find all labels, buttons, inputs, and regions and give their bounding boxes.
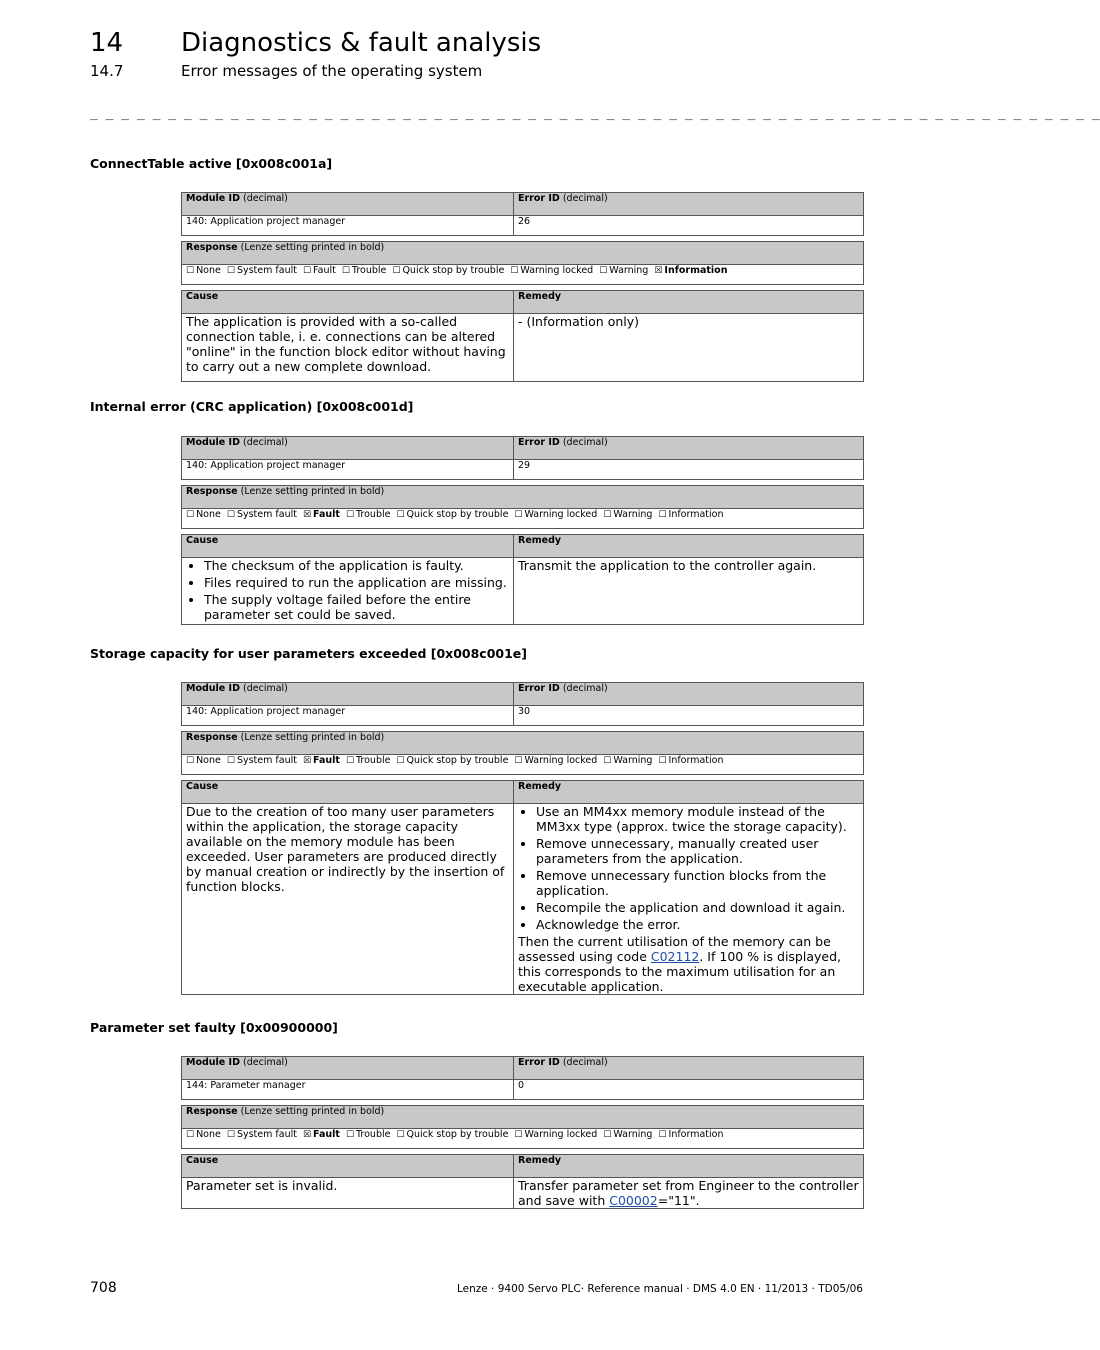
cause-remedy-table [181,534,864,625]
unchecked-box-icon: ☐ [345,510,355,520]
response-option-label: Warning locked [520,265,594,276]
checked-box-icon: ☒ [302,1130,312,1140]
unchecked-box-icon: ☐ [510,266,519,276]
response-header: Response (Lenze setting printed in bold) [182,732,864,755]
response-option-label: Warning locked [524,755,598,766]
page-number: 708 [90,1280,117,1296]
cause-remedy-table [181,290,864,382]
response-option-label: System fault [236,1129,297,1140]
error-id-value: 30 [514,706,864,726]
response-option [396,755,508,766]
error-id-header: Error ID (decimal) [514,1057,864,1080]
response-option [514,509,597,520]
unchecked-box-icon: ☐ [514,1130,523,1140]
response-option-label: Warning [609,265,649,276]
unchecked-box-icon: ☐ [345,756,355,766]
unchecked-box-icon: ☐ [226,510,235,520]
response-option [392,265,504,276]
response-option [303,755,340,766]
code-link-c00002[interactable]: C00002 [609,1193,658,1208]
checked-box-icon: ☒ [302,756,312,766]
entry-title: Parameter set faulty [0x00900000] [90,1020,338,1035]
response-option [603,1129,652,1140]
response-options [182,755,864,775]
response-option-label: None [196,755,221,766]
id-value-row [182,216,864,236]
response-options [182,265,864,285]
module-id-header: Module ID (decimal) [182,193,514,216]
unchecked-box-icon: ☐ [603,1130,612,1140]
response-option [654,265,727,276]
entry-title: Internal error (CRC application) [0x008c001d] [90,399,414,414]
unchecked-box-icon: ☐ [396,756,405,766]
response-option [346,1129,391,1140]
remedy-header: Remedy [514,535,864,558]
response-option-label: Warning locked [524,1129,598,1140]
cause-list-cell [182,558,514,625]
response-option [227,755,297,766]
response-option [186,755,221,766]
response-option [186,265,221,276]
unchecked-box-icon: ☐ [186,266,195,276]
response-option-label: System fault [236,265,297,276]
response-option-label: Quick stop by trouble [406,755,509,766]
response-option [396,1129,508,1140]
response-option-label: Information [668,755,724,766]
response-option-label: Information [664,265,728,276]
unchecked-box-icon: ☐ [603,756,612,766]
response-option-label: Trouble [356,1129,391,1140]
unchecked-box-icon: ☐ [226,266,235,276]
section-heading [90,62,482,80]
response-option [186,509,221,520]
cause-header: Cause [182,1155,514,1178]
module-value: 144: Parameter manager [182,1080,514,1100]
response-option [342,265,387,276]
error-id-value: 0 [514,1080,864,1100]
unchecked-box-icon: ☐ [186,1130,195,1140]
unchecked-box-icon: ☐ [341,266,350,276]
unchecked-box-icon: ☐ [302,266,312,276]
remedy-text: - (Information only) [514,314,864,382]
response-option [396,509,508,520]
response-option-label: Warning [613,755,653,766]
module-id-header: Module ID (decimal) [182,683,514,706]
checked-box-icon: ☒ [302,510,312,520]
remedy-header: Remedy [514,781,864,804]
response-option-label: Information [668,509,724,520]
response-option-label: Trouble [356,509,391,520]
code-link-c02112[interactable]: C02112 [650,949,700,964]
list-item: • Files required to run the application are missing. [204,575,509,590]
unchecked-box-icon: ☐ [514,756,523,766]
response-option-label: Fault [313,1129,340,1140]
cause-header: Cause [182,781,514,804]
error-entry-block [181,436,864,625]
response-options [182,1129,864,1149]
response-option-label: Information [668,1129,724,1140]
remedy-text: Transmit the application to the controller again. [514,558,864,625]
list-item: • Use an MM4xx memory module instead of the MM3xx type (approx. twice the storage capacity). [536,804,859,834]
response-option-label: System fault [236,509,297,520]
remedy-header: Remedy [514,291,864,314]
remedy-list [518,804,859,932]
list-item: • The supply voltage failed before the entire parameter set could be saved. [204,592,509,622]
error-entry-block [181,682,864,995]
remedy-cell [514,804,864,995]
module-id-header: Module ID (decimal) [182,1057,514,1080]
response-option [603,509,652,520]
module-value: 140: Application project manager [182,706,514,726]
unchecked-box-icon: ☐ [392,266,401,276]
response-option-label: Trouble [356,755,391,766]
unchecked-box-icon: ☐ [186,756,195,766]
response-header: Response (Lenze setting printed in bold) [182,486,864,509]
unchecked-box-icon: ☐ [396,1130,405,1140]
remedy-after-text: Then the current utilisation of the memory can be assessed using code C02112. If 100 % is displayed, this corresponds to the maximum utilisation for an executable application. [518,934,841,994]
separator-line: _ _ _ _ _ _ _ _ _ _ _ _ _ _ _ _ _ _ _ _ _ _ _ _ _ _ _ _ _ _ _ _ _ _ _ _ _ _ _ _ _ _ _ _ _ _ _ _ _ _ _ _ _ _ _ _ _ _ _ _ _ _ _ _ _ [90,106,1100,121]
unchecked-box-icon: ☐ [599,266,608,276]
list-item: • Acknowledge the error. [536,917,859,932]
unchecked-box-icon: ☐ [658,756,667,766]
response-option [227,509,297,520]
section-number: 14.7 [90,62,124,80]
response-option [186,1129,221,1140]
response-option [227,1129,297,1140]
response-option [658,509,723,520]
error-id-value: 26 [514,216,864,236]
unchecked-box-icon: ☐ [514,510,523,520]
module-value: 140: Application project manager [182,216,514,236]
response-option-label: Warning locked [524,509,598,520]
response-option [514,755,597,766]
response-option-label: Warning [613,509,653,520]
response-option-label: Trouble [351,265,387,276]
remedy-header: Remedy [514,1155,864,1178]
unchecked-box-icon: ☐ [658,510,667,520]
error-id-header: Error ID (decimal) [514,437,864,460]
remedy-cell: Transfer parameter set from Engineer to the controller and save with C00002="11". [514,1178,864,1209]
response-option-label: Warning [613,1129,653,1140]
list-item: • Remove unnecessary function blocks from the application. [536,868,859,898]
cause-text: The application is provided with a so-called connection table, i. e. connections can be altered "online" in the function block editor without having to carry out a new complete download. [182,314,514,382]
id-header-row [182,193,864,216]
chapter-number: 14 [90,28,124,58]
response-option [303,509,340,520]
cause-header: Cause [182,535,514,558]
response-option [303,265,336,276]
response-table [181,731,864,775]
cause-remedy-table [181,780,864,995]
error-id-value: 29 [514,460,864,480]
response-options [182,509,864,529]
list-item: • Recompile the application and download it again. [536,900,859,915]
list-item: • The checksum of the application is faulty. [204,558,509,573]
cause-text: Due to the creation of too many user parameters within the application, the storage capacity available on the memory module has been exceeded. User parameters are produced directly by manual creation or indirectly by the insertion of function blocks. [182,804,514,995]
error-entry-block [181,1056,864,1209]
response-option [510,265,593,276]
response-option-label: System fault [236,755,297,766]
response-option [227,265,297,276]
chapter-heading [90,28,541,58]
response-option-label: None [196,1129,221,1140]
response-option [603,755,652,766]
response-option [303,1129,340,1140]
error-id-header: Error ID (decimal) [514,193,864,216]
entry-title: Storage capacity for user parameters exceeded [0x008c001e] [90,646,527,661]
document-info: Lenze · 9400 Servo PLC· Reference manual · DMS 4.0 EN · 11/2013 · TD05/06 [456,1283,863,1295]
response-option [514,1129,597,1140]
response-option [658,755,723,766]
id-table [181,682,864,726]
response-option [599,265,648,276]
cause-text: Parameter set is invalid. [182,1178,514,1209]
response-option [658,1129,723,1140]
response-table [181,241,864,285]
response-option-label: Quick stop by trouble [402,265,505,276]
error-entry-block [181,192,864,382]
unchecked-box-icon: ☐ [186,510,195,520]
id-table [181,436,864,480]
module-value: 140: Application project manager [182,460,514,480]
id-table [181,192,864,236]
checked-box-icon: ☒ [654,266,663,276]
chapter-title: Diagnostics & fault analysis [181,28,542,58]
cause-list [186,558,509,622]
section-title: Error messages of the operating system [181,62,483,80]
response-header: Response (Lenze setting printed in bold) [182,1106,864,1129]
unchecked-box-icon: ☐ [226,756,235,766]
response-option-label: Quick stop by trouble [406,1129,509,1140]
unchecked-box-icon: ☐ [603,510,612,520]
response-table [181,1105,864,1149]
unchecked-box-icon: ☐ [396,510,405,520]
error-id-header: Error ID (decimal) [514,683,864,706]
module-id-header: Module ID (decimal) [182,437,514,460]
response-option-label: Fault [313,509,340,520]
unchecked-box-icon: ☐ [345,1130,355,1140]
cause-remedy-table [181,1154,864,1209]
unchecked-box-icon: ☐ [658,1130,667,1140]
response-option-label: Fault [313,265,336,276]
response-option-label: None [196,509,221,520]
unchecked-box-icon: ☐ [226,1130,235,1140]
list-item: • Remove unnecessary, manually created user parameters from the application. [536,836,859,866]
response-option-label: None [196,265,221,276]
response-option [346,509,391,520]
cause-header: Cause [182,291,514,314]
response-header: Response (Lenze setting printed in bold) [182,242,864,265]
response-option-label: Fault [313,755,340,766]
response-option-label: Quick stop by trouble [406,509,509,520]
response-option [346,755,391,766]
response-table [181,485,864,529]
entry-title: ConnectTable active [0x008c001a] [90,156,333,171]
id-table [181,1056,864,1100]
